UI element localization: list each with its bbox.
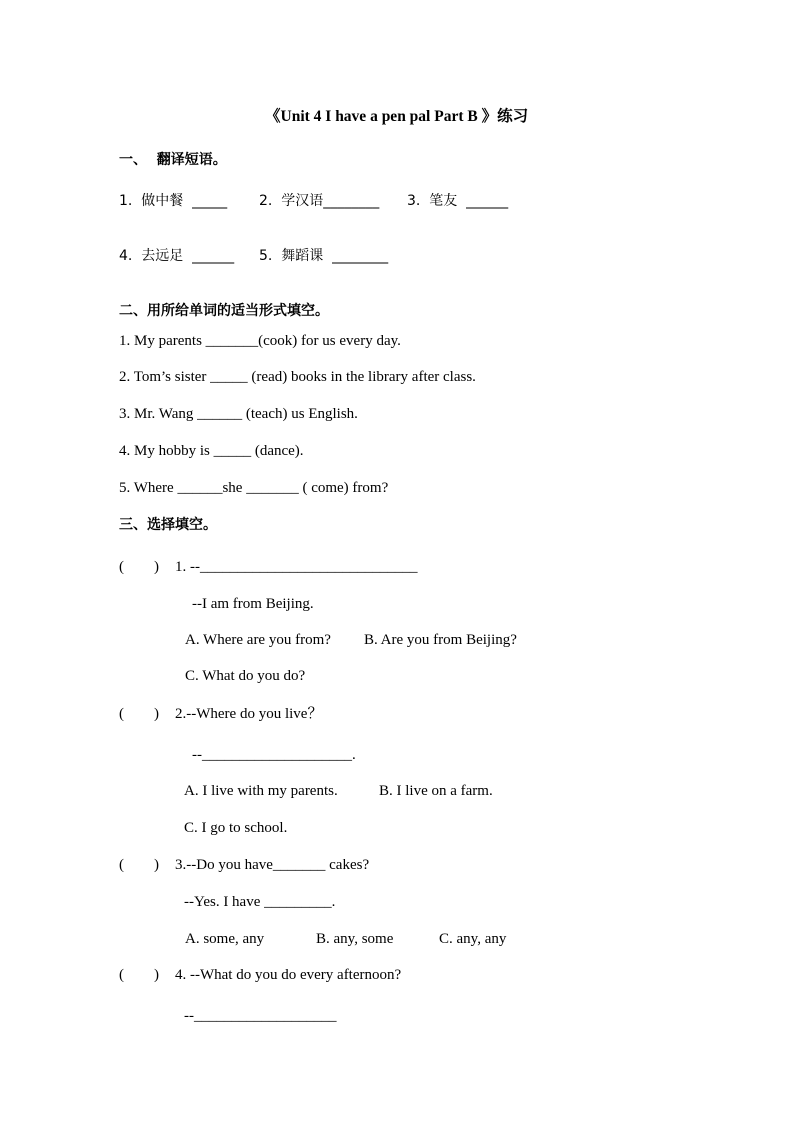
answer-paren: ( )	[119, 706, 159, 722]
option-a: A. some, any	[185, 931, 265, 947]
phrase-item: 5. 舞蹈课 ________	[259, 248, 389, 264]
phrase-item: 1. 做中餐 _____	[119, 193, 228, 209]
question-reply: --____________________.	[192, 747, 356, 763]
option-c: C. What do you do?	[185, 668, 306, 684]
question-reply: --I am from Beijing.	[192, 596, 314, 612]
option-b: B. any, some	[316, 931, 394, 947]
question-stem: 1. --_____________________________	[175, 559, 418, 575]
question-reply: --___________________	[184, 1008, 337, 1024]
page-title: 《Unit 4 I have a pen pal Part B 》练习	[265, 108, 529, 125]
answer-paren: ( )	[119, 967, 159, 983]
question-reply: --Yes. I have _________.	[184, 894, 336, 910]
phrase-item: 4. 去远足 ______	[119, 248, 235, 264]
phrase-item: 3. 笔友 ______	[407, 193, 509, 209]
fill-in-item: 4. My hobby is _____ (dance).	[119, 443, 304, 459]
option-b: B. Are you from Beijing?	[364, 632, 517, 648]
option-c: C. I go to school.	[184, 820, 288, 836]
question-stem: 3.--Do you have_______ cakes?	[175, 857, 370, 873]
fill-in-item: 1. My parents _______(cook) for us every day.	[119, 333, 401, 349]
fill-in-item: 5. Where ______she _______ ( come) from?	[119, 480, 389, 496]
option-a: A. Where are you from?	[185, 632, 331, 648]
phrase-item: 2. 学汉语________	[259, 193, 380, 209]
fill-in-item: 3. Mr. Wang ______ (teach) us English.	[119, 406, 358, 422]
fill-in-item: 2. Tom’s sister _____ (read) books in the library after class.	[119, 369, 476, 385]
option-b: B. I live on a farm.	[379, 783, 493, 799]
section-heading-multiple-choice: 三、选择填空。	[119, 517, 217, 533]
answer-paren: ( )	[119, 857, 159, 873]
section-heading-fill-in: 二、用所给单词的适当形式填空。	[119, 303, 329, 319]
question-stem: 2.--Where do you live？	[175, 706, 323, 722]
option-a: A. I live with my parents.	[184, 783, 338, 799]
option-c: C. any, any	[439, 931, 507, 947]
question-stem: 4. --What do you do every afternoon?	[175, 967, 402, 983]
answer-paren: ( )	[119, 559, 159, 575]
section-heading-translate: 一、 翻译短语。	[119, 152, 227, 168]
